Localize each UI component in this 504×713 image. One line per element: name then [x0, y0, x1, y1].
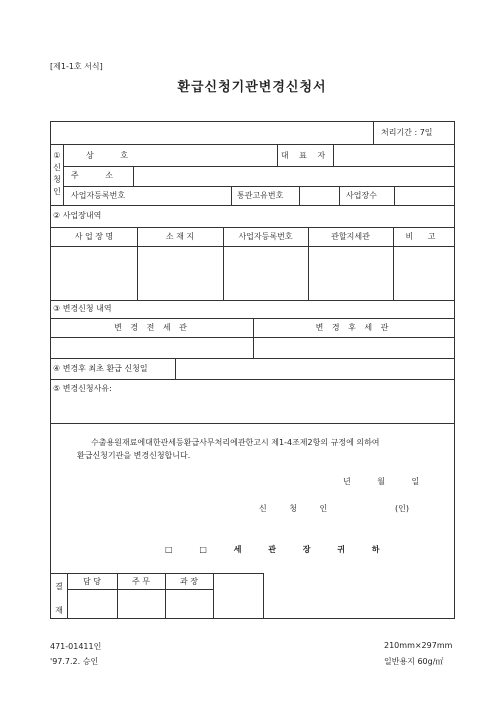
applicant-section-label: ① 신 청 인 — [53, 151, 61, 196]
sec3-col-after: 변 경 후 세 관 — [315, 323, 392, 332]
statement-line1: 수출용원재료에대한관세등환급사무처리에관한고시 제1-4조제2항의 규정에 의하여 — [91, 438, 380, 447]
sec2-col-location: 소 재 지 — [165, 232, 195, 241]
page-title: 환급신청기관변경신청서 — [177, 80, 327, 95]
section3-title: ③ 변경신청 내역 — [53, 304, 112, 313]
approval-label-bottom: 재 — [55, 606, 63, 615]
statement-seal: (인) — [395, 504, 409, 513]
footer-approved: '97.7.2. 승인 — [50, 657, 99, 666]
address-label: 주 소 — [71, 171, 125, 180]
footer-paper: 일반용지 60g/㎡ — [384, 657, 444, 666]
customs-unique-no-label: 통관고유번호 — [237, 191, 284, 200]
trade-name-label: 상 호 — [86, 151, 140, 160]
statement-applicant: 신 청 인 — [259, 504, 338, 513]
statement-date: 년 월 일 — [343, 477, 432, 486]
sec2-col-remarks: 비 고 — [405, 232, 442, 241]
form-number: [제1-1호 서식] — [50, 62, 103, 71]
statement-addressee: □ □ 세 관 장 귀 하 — [165, 545, 392, 554]
sec2-col-customs: 관할지세관 — [331, 232, 370, 241]
footer-size: 210mm×297mm — [384, 641, 453, 650]
sec2-col-reg-no: 사업자등록번호 — [238, 232, 293, 241]
section2-title: ② 사업장내역 — [53, 211, 102, 220]
approval-label-top: 결 — [55, 582, 63, 591]
approval-col-officer: 주 무 — [132, 577, 150, 586]
business-count-label: 사업장수 — [346, 191, 377, 200]
form-frame — [50, 121, 455, 619]
representative-label: 대 표 자 — [280, 151, 330, 160]
business-reg-no-label: 사업자등록번호 — [71, 191, 126, 200]
approval-col-staff: 담 당 — [83, 577, 101, 586]
section4-title: ④ 변경후 최초 환급 신청일 — [53, 364, 148, 373]
approval-col-chief: 과 장 — [180, 577, 198, 586]
sec3-col-before: 변 경 전 세 관 — [114, 323, 190, 332]
processing-period: 처리기간 : 7일 — [381, 128, 433, 137]
statement-line2: 환급신청기관을 변경신청합니다. — [77, 451, 191, 460]
section5-title: ⑤ 변경신청사유: — [53, 384, 112, 393]
sec2-col-name: 사 업 장 명 — [74, 232, 114, 241]
footer-code: 471-01411인 — [50, 642, 102, 651]
